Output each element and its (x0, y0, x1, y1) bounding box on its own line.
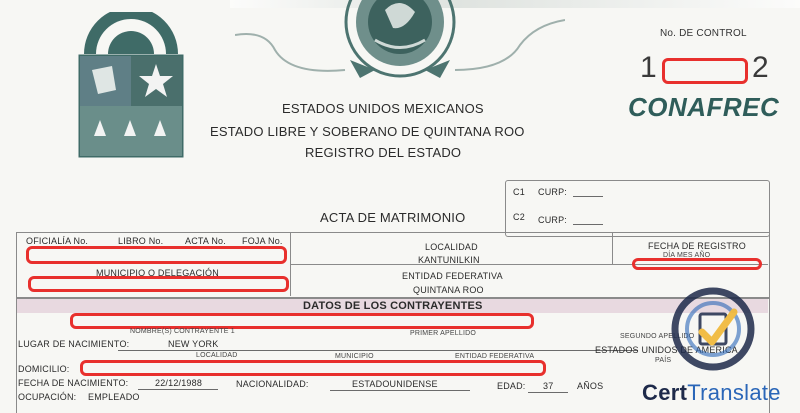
registry-heading: REGISTRO DEL ESTADO (305, 145, 462, 160)
registry-divider-2 (612, 232, 613, 264)
contrayentes-title: DATOS DE LOS CONTRAYENTES (303, 300, 483, 312)
libro-label: LIBRO No. (118, 236, 164, 246)
state-coat-of-arms (72, 12, 190, 162)
edad-value: 37 (543, 381, 554, 391)
oficialia-label: OFICIALÍA No. (26, 236, 89, 246)
nacionalidad-value: ESTADOUNIDENSE (352, 379, 438, 389)
national-seal (235, 0, 565, 90)
municipio-small-label: MUNICIPIO (335, 353, 374, 360)
control-number-redaction (662, 58, 748, 84)
pais-small-label: PAÍS (655, 357, 672, 364)
edad-unit: AÑOS (577, 381, 604, 391)
domicilio-redaction (80, 360, 546, 376)
localidad-value: KANTUNILKIN (418, 255, 480, 265)
document-title: ACTA DE MATRIMONIO (320, 210, 466, 225)
nacionalidad-line (330, 390, 470, 391)
fecha-nacimiento-label: FECHA DE NACIMIENTO: (18, 378, 129, 388)
segundo-apellido-label: SEGUNDO APELLIDO (620, 333, 695, 340)
fecha-registro-redaction (632, 258, 762, 270)
entidad-small-label: ENTIDAD FEDERATIVA (455, 353, 535, 360)
certtranslate-brand (642, 380, 781, 406)
localidad-small-label: LOCALIDAD (196, 352, 238, 359)
edad-label: EDAD: (497, 381, 526, 391)
control-number-prefix: 1 (640, 51, 657, 84)
curp-1-line (573, 196, 603, 197)
control-number-suffix: 2 (752, 51, 769, 84)
localidad-label: LOCALIDAD (425, 242, 478, 252)
municipio-redaction (28, 276, 289, 292)
fecha-registro-label: FECHA DE REGISTRO (648, 241, 746, 251)
ocupacion-label: OCUPACIÓN: (18, 392, 77, 402)
foja-label: FOJA No. (242, 236, 283, 246)
brand-translate: Translate (687, 380, 781, 405)
brand-cert: Cert (642, 380, 688, 405)
state-heading: ESTADO LIBRE Y SOBERANO DE QUINTANA ROO (210, 124, 525, 139)
country-heading: ESTADOS UNIDOS MEXICANOS (282, 101, 484, 116)
primer-apellido-label: PRIMER APELLIDO (410, 330, 477, 337)
control-number-label: No. DE CONTROL (660, 28, 747, 39)
lugar-nacimiento-label: LUGAR DE NACIMIENTO: (18, 339, 130, 349)
curp-2-label: C2 (513, 212, 525, 222)
curp-2-field-label: CURP: (538, 215, 568, 225)
lugar-city: NEW YORK (168, 339, 219, 349)
fecha-nacimiento-line (138, 389, 218, 390)
nombre-redaction (70, 313, 534, 329)
entidad-value: QUINTANA ROO (413, 285, 484, 295)
acta-label: ACTA No. (185, 236, 226, 246)
lugar-country: ESTADOS UNIDOS DE AMERICA (595, 345, 738, 355)
domicilio-label: DOMICILIO: (18, 364, 70, 374)
nacionalidad-label: NACIONALIDAD: (236, 379, 309, 389)
agency-name: CONAFREC (628, 92, 780, 122)
fecha-registro-parts: DÍA MES AÑO (663, 252, 711, 259)
municipio-label: MUNICIPIO O DELEGACIÓN (96, 268, 219, 278)
registry-numbers-redaction (26, 246, 287, 264)
curp-1-field-label: CURP: (538, 187, 568, 197)
fecha-nacimiento-value: 22/12/1988 (155, 378, 203, 388)
curp-1-label: C1 (513, 187, 525, 197)
nombre-label: NOMBRE(S) CONTRAYENTE 1 (130, 328, 235, 335)
curp-2-line (573, 224, 603, 225)
lugar-nacimiento-line (118, 350, 638, 351)
certtranslate-logo-icon (666, 282, 760, 376)
ocupacion-value: EMPLEADO (88, 392, 140, 402)
entidad-label: ENTIDAD FEDERATIVA (402, 271, 503, 281)
edad-line (528, 392, 568, 393)
